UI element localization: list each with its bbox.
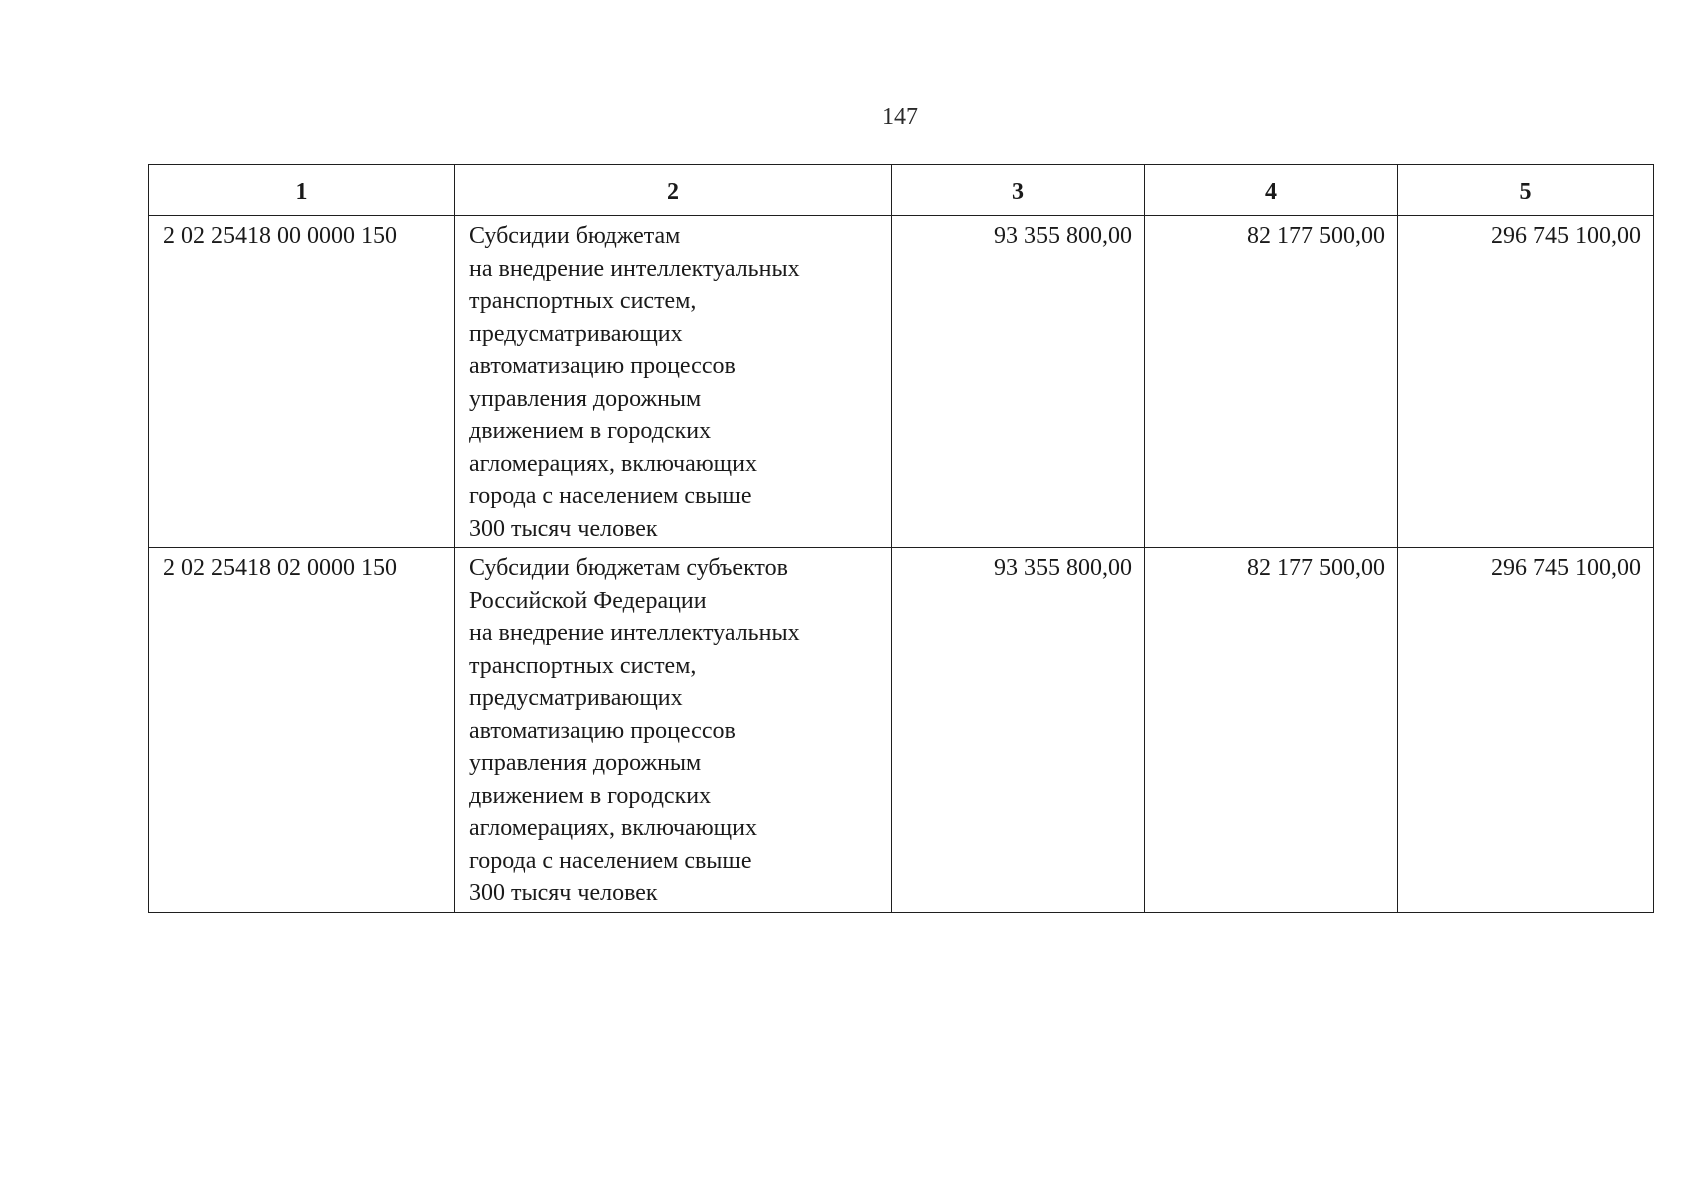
description-cell: Субсидии бюджетам субъектов Российской Федерации на внедрение интеллектуальных транспортных систем, предусматривающих автоматизацию процессов управления дорожным движением в городских агломерациях, включающих города с населением свыше 300 тысяч человек <box>455 548 892 913</box>
amount-col4-cell: 82 177 500,00 <box>1145 548 1398 913</box>
budget-code-cell: 2 02 25418 02 0000 150 <box>149 548 455 913</box>
table-header <box>149 165 1654 216</box>
amount-col5-cell: 296 745 100,00 <box>1398 216 1654 548</box>
amount-col3-cell: 93 355 800,00 <box>892 548 1145 913</box>
column-header-5: 5 <box>1398 165 1654 216</box>
table-row <box>149 548 1654 913</box>
header-row <box>149 165 1654 216</box>
amount-col3-cell: 93 355 800,00 <box>892 216 1145 548</box>
column-header-4: 4 <box>1145 165 1398 216</box>
description-cell: Субсидии бюджетам на внедрение интеллектуальных транспортных систем, предусматривающих автоматизацию процессов управления дорожным движением в городских агломерациях, включающих города с населением свыше 300 тысяч человек <box>455 216 892 548</box>
column-header-3: 3 <box>892 165 1145 216</box>
column-header-1: 1 <box>149 165 455 216</box>
table-row <box>149 216 1654 548</box>
table-body <box>149 216 1654 913</box>
column-header-2: 2 <box>455 165 892 216</box>
budget-table <box>148 164 1654 913</box>
budget-code-cell: 2 02 25418 00 0000 150 <box>149 216 455 548</box>
amount-col4-cell: 82 177 500,00 <box>1145 216 1398 548</box>
page-number: 147 <box>882 104 918 130</box>
amount-col5-cell: 296 745 100,00 <box>1398 548 1654 913</box>
